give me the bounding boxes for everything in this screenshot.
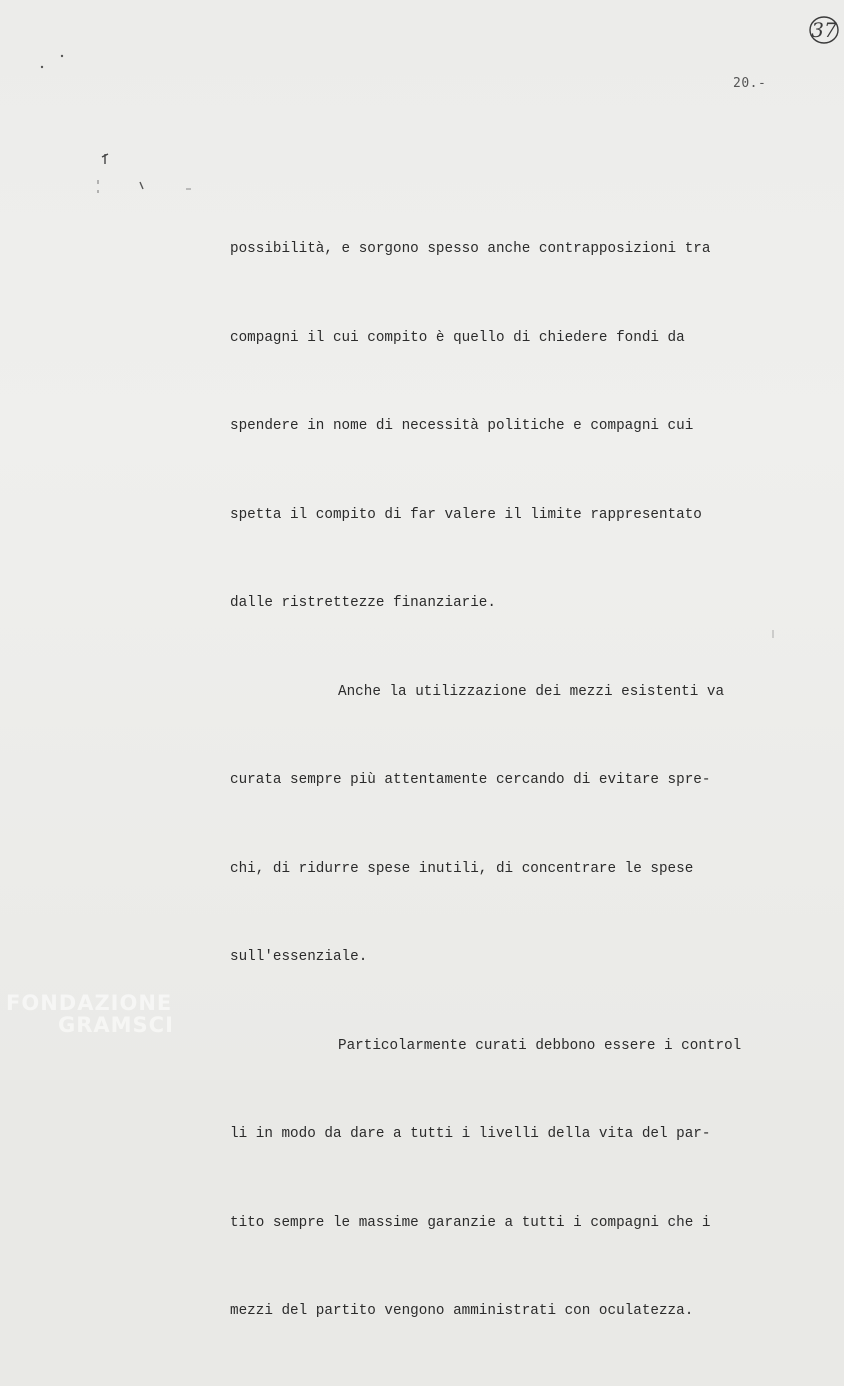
archive-folio-number	[808, 14, 840, 46]
text-line: dalle ristrettezze finanziarie.	[230, 595, 496, 611]
paragraph-start-line: Anche la utilizzazione dei mezzi esistenti va	[338, 683, 725, 700]
text-line: spetta il compito di far valere il limite rappresentato	[230, 506, 702, 523]
text-line: chi, di ridurre spese inutili, di concentrare le spese	[230, 860, 694, 877]
fondazione-gramsci-watermark	[6, 992, 174, 1036]
text-line: tito sempre le massime garanzie a tutti i compagni che i	[230, 1214, 711, 1231]
folio-text: 37	[811, 18, 837, 42]
folio-circle-icon	[808, 14, 840, 46]
watermark-line-1: FONDAZIONE	[6, 991, 173, 1015]
text-line: li in modo da dare a tutti i livelli della vita del par-	[230, 1126, 711, 1142]
text-line: mezzi del partito vengono amministrati con oculatezza.	[230, 1303, 694, 1319]
paragraph-start-line: Particolarmente curati debbono essere i control	[338, 1037, 742, 1054]
text-line: compagni il cui compito è quello di chiedere fondi da	[230, 329, 685, 346]
text-line: spendere in nome di necessità politiche e compagni cui	[230, 418, 694, 434]
text-line: sull'essenziale.	[230, 949, 368, 965]
text-line: curata sempre più attentamente cercando di evitare spre-	[230, 772, 711, 788]
text-line: possibilità, e sorgono spesso anche contrapposizioni tra	[230, 241, 711, 257]
watermark-line-2: GRAMSCI	[58, 1013, 174, 1037]
typed-body-text	[230, 176, 830, 1386]
page-number: 20.-	[733, 76, 767, 91]
